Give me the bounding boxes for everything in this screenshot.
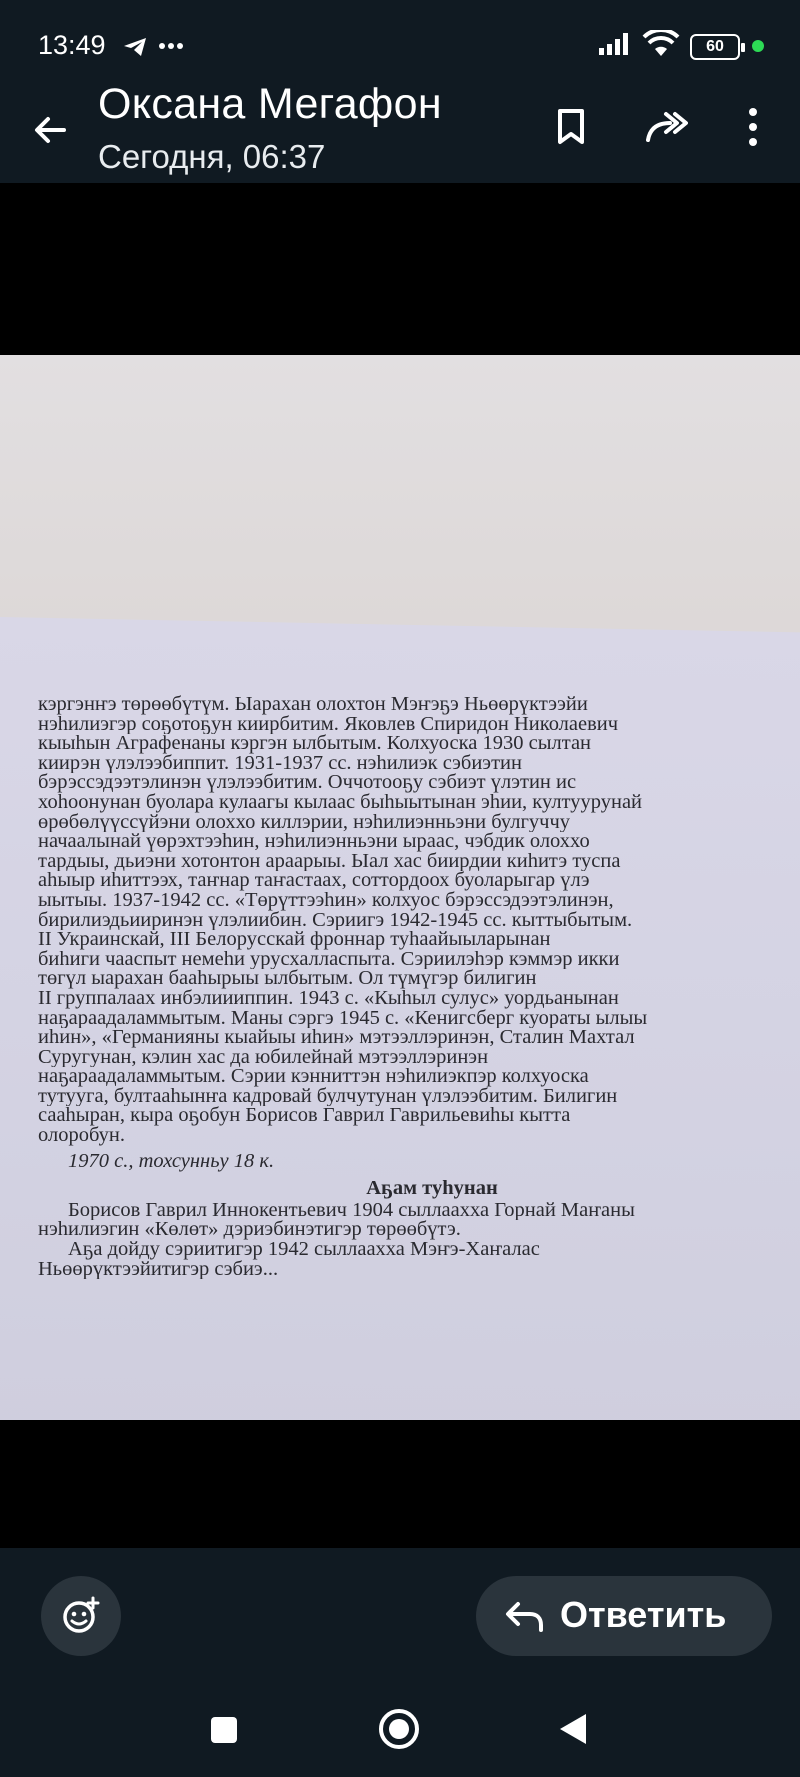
page-text-line: сааһыран, кыра оҕобун Борисов Гаврил Гаврильевиһы кытта [38, 1106, 571, 1127]
page-heading: Аҕам туһунан [366, 1177, 498, 1200]
reply-arrow-icon [504, 1598, 546, 1634]
page-text-line: тутууга, бултааһынҥа кадровай булчутунан үлэлээбитим. Билигин [38, 1086, 618, 1107]
page-text [38, 695, 786, 1279]
wifi-icon [642, 30, 680, 58]
more-dots-icon [158, 42, 184, 50]
signal-icon [598, 32, 634, 56]
recents-square-icon[interactable] [210, 1716, 238, 1744]
page-text-line: нэһилиэгин «Көлөт» дэриэбинэтигэр төрөөбүтэ. [38, 1220, 461, 1241]
forward-icon[interactable] [644, 110, 688, 144]
page-text-line: II Украинскай, III Белорусскай фроннар туһаайыыларынан [38, 930, 551, 950]
page-paragraph-continued [38, 1201, 786, 1279]
back-triangle-icon[interactable] [558, 1712, 588, 1746]
page-text-line: кэргэнҥэ төрөөбүтүм. Ыарахан олохтон Мэҥэҕэ Ньөөрүктээйи [38, 695, 588, 715]
back-arrow-icon[interactable] [30, 110, 70, 150]
bookmark-icon[interactable] [556, 108, 586, 146]
reply-button-label: Ответить [560, 1594, 727, 1635]
app-bar [0, 80, 800, 183]
page-text-line: Борисов Гаврил Иннокентьевич 1904 сыллаахха Горнай Маҥаны [68, 1200, 635, 1221]
page-text-line: биһиги чааспыт немеһи урусхалласпыта. Сэриилэһэр кэммэр икки [38, 949, 620, 970]
emoji-add-icon [61, 1596, 101, 1636]
page-date: 1970 с., тохсунньу 18 к. [68, 1149, 275, 1172]
page-text-line: наҕараадаламмытым. Маны сэргэ 1945 с. «Кенигсберг куораты ылыы [38, 1008, 648, 1029]
privacy-indicator-dot [752, 40, 764, 52]
page-text-line: Ньөөрүктээйитигэр сэбиэ... [38, 1259, 279, 1280]
battery-icon: 60 [690, 34, 740, 60]
page-text-line: төгүл ыарахан бааһырыы ылбытым. Ол түмүгэр билигин [38, 969, 537, 989]
message-timestamp: Сегодня, 06:37 [98, 138, 326, 175]
page-text-line: бирилиэдьииринэн үлэлиибин. Сэриигэ 1942-1945 сс. кыттыбытым. [38, 910, 633, 931]
page-text-line: тардыы, дьиэни хотонтон араарыы. Ыал хас биирдии киһитэ туспа [38, 851, 621, 872]
page-text-line: киирэн үлэлээбиппит. 1931-1937 сс. нэһилиэк сэбиэтин [38, 753, 522, 774]
home-circle-icon[interactable] [378, 1708, 420, 1750]
page-text-line: Аҕа дойду сэриитигэр 1942 сыллаахха Мэҥэ-Хаҥалас [68, 1240, 540, 1260]
page-paragraph [38, 695, 786, 1146]
page-text-line: иһин», «Германияны кыайыы иһин» мэтээллэринэн, Сталин Махтал [38, 1028, 635, 1048]
bottom-bar [0, 1548, 800, 1777]
page-text-line: хоһоонунан буолара кулаагы кылаас быһыытынан эһии, култуурунай [38, 792, 643, 813]
page-text-line: олоробун. [38, 1126, 125, 1146]
page-text-line: бэрэссэдээтэлинэн үлэлээбитим. Оччотооҕу сэбиэт үлэтин ис [38, 773, 577, 793]
page-text-line: өрөбөлүүссүйэни олоххо киллэрии, нэһилиэнньэни булгуччу [38, 812, 571, 833]
page-text-line: II группалаах инбэлиииппин. 1943 с. «Кыһыл сулус» уордьанынан [38, 988, 619, 1009]
chat-title: Оксана Мегафон [98, 80, 442, 128]
photo-viewer-image[interactable] [0, 355, 800, 1420]
status-time: 13:49 [38, 30, 106, 60]
status-bar [0, 0, 800, 88]
page-text-line: начаалынай үөрэхтээһин, нэһилиэнньэни ыраас, чэбдик олоххо [38, 832, 590, 852]
emoji-reaction-button[interactable] [41, 1576, 121, 1656]
page-text-line: Суругунан, кэлин хас да юбилейнай мэтээллэринэн [38, 1047, 489, 1068]
page-text-line: аһыыр иһиттээх, таҥнар таҥастаах, соттордоох буоларыгар үлэ [38, 871, 590, 891]
page-text-line: кыыһын Аграфенаны кэргэн ылбытым. Колхуоска 1930 сылтан [38, 734, 592, 754]
page-text-line: нэһилиэгэр соҕотоҕун киирбитим. Яковлев Спиридон Николаевич [38, 714, 619, 735]
reply-button[interactable] [476, 1576, 772, 1656]
overflow-menu-icon[interactable] [746, 106, 760, 148]
telegram-icon [122, 36, 148, 58]
page-text-line: наҕараадаламмытым. Сэрии кэнниттэн нэһилиэкпэр колхуоска [38, 1067, 589, 1087]
page-text-line: ыытыы. 1937-1942 сс. «Төрүттээһин» колхуос бэрэссэдээтэлинэн, [38, 890, 614, 911]
